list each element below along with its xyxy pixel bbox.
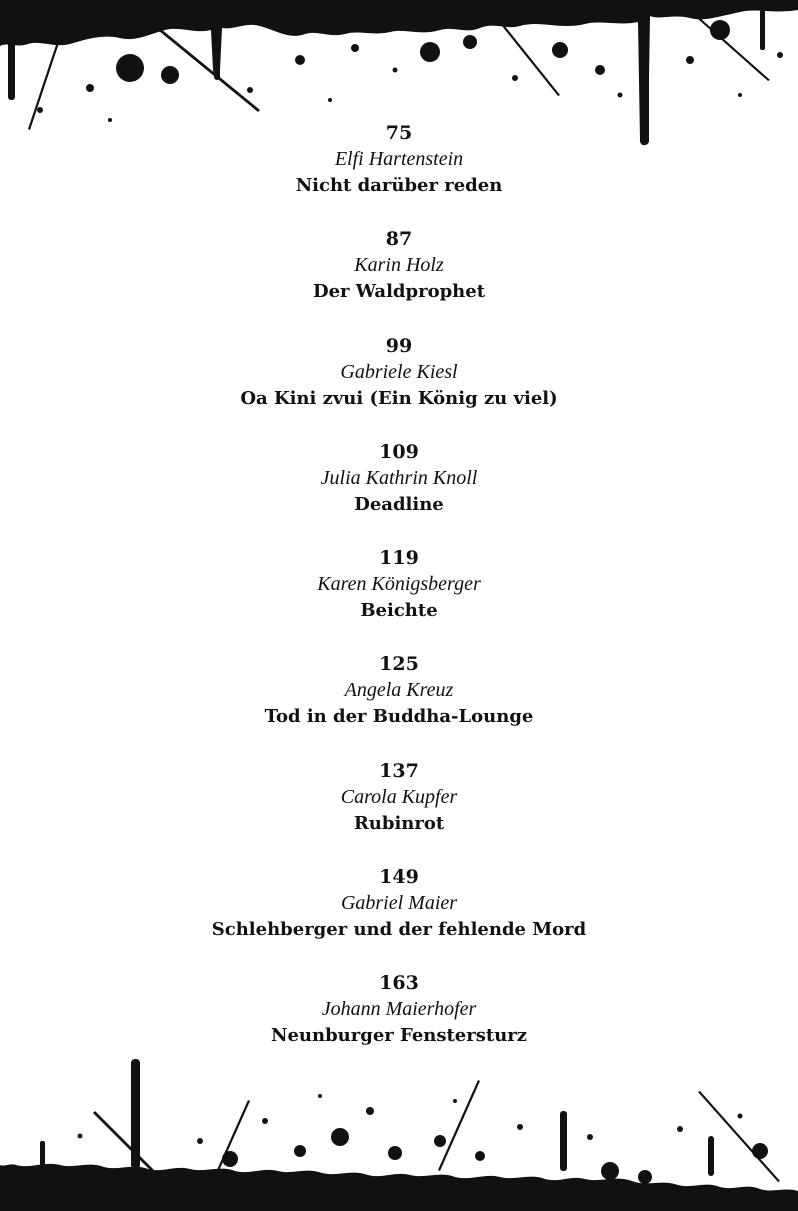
- toc-entry: [0, 121, 798, 227]
- author-name: Karen Königsberger: [317, 573, 481, 596]
- author-name: Karin Holz: [354, 254, 444, 277]
- author-name: Johann Maierhofer: [321, 998, 477, 1021]
- story-title: Der Waldprophet: [312, 281, 486, 303]
- toc-entry: [0, 759, 798, 865]
- author-name: Carola Kupfer: [340, 785, 458, 808]
- toc-entry: [0, 546, 798, 652]
- page-number: 119: [379, 547, 419, 570]
- author-name: Elfi Hartenstein: [334, 148, 464, 170]
- story-title: Neunburger Fenstersturz: [271, 1025, 527, 1047]
- page-number: 149: [379, 866, 419, 889]
- story-title: Deadline: [354, 493, 444, 515]
- author-name: Gabriele Kiesl: [340, 360, 458, 383]
- toc-entry: [0, 334, 798, 440]
- page-number: 99: [385, 334, 413, 357]
- page-number: 137: [379, 759, 419, 782]
- toc-entry: [0, 227, 798, 333]
- author-name: Gabriel Maier: [340, 892, 458, 915]
- page-number: 75: [385, 122, 413, 144]
- story-title: Beichte: [360, 600, 438, 622]
- page-number: 163: [379, 972, 419, 995]
- toc-entry: [0, 440, 798, 546]
- story-title: Tod in der Buddha-Lounge: [264, 706, 534, 728]
- page-number: 87: [385, 228, 413, 251]
- page-number: 125: [379, 653, 419, 676]
- story-title: Rubinrot: [353, 812, 445, 834]
- page-number: 109: [379, 440, 419, 463]
- toc-entry: [0, 652, 798, 758]
- toc-entry: [0, 865, 798, 971]
- ink-splatter-bottom: [0, 1041, 798, 1211]
- author-name: Julia Kathrin Knoll: [320, 466, 478, 489]
- story-title: Nicht darüber reden: [295, 175, 503, 196]
- table-of-contents: [0, 121, 798, 1078]
- author-name: Angela Kreuz: [344, 679, 454, 702]
- story-title: Oa Kini zvui (Ein König zu viel): [240, 387, 558, 409]
- story-title: Schlehberger und der fehlende Mord: [211, 919, 587, 941]
